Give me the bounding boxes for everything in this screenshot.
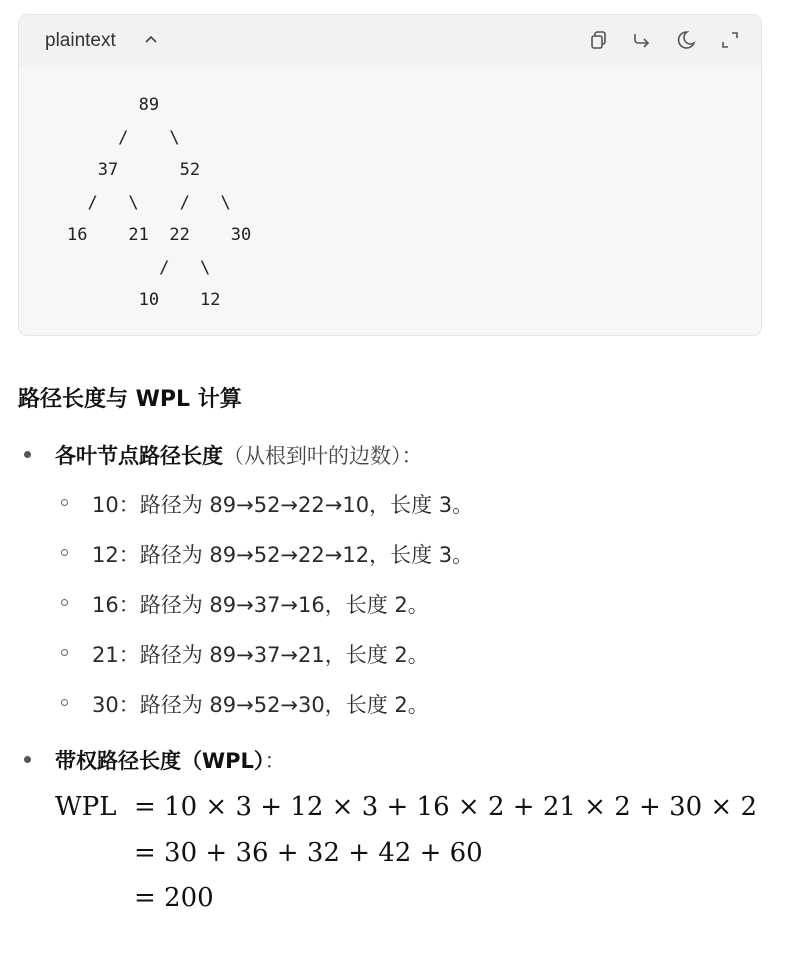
code-line: 89: [67, 95, 160, 115]
formula-line-1: = 10 × 3 + 12 × 3 + 16 × 2 + 21 × 2 + 30 × 2: [134, 792, 758, 822]
code-block: [18, 14, 762, 336]
wrap-icon[interactable]: [631, 29, 653, 51]
list-item: 16：路径为 89→37→16，长度 2。: [92, 593, 429, 617]
bullet-path-lengths: [55, 440, 423, 470]
code-header: [19, 15, 761, 67]
bullet-strong: 各叶节点路径长度: [55, 444, 223, 468]
list-item: 10：路径为 89→52→22→10，长度 3。: [92, 493, 474, 517]
code-line: 37 52: [67, 160, 201, 180]
code-line: 10 12: [67, 290, 221, 310]
formula-line-3: = 200: [134, 883, 214, 913]
formula-line-2: = 30 + 36 + 32 + 42 + 60: [134, 838, 483, 868]
expand-icon[interactable]: [719, 29, 741, 51]
bullet-dot: [24, 451, 31, 458]
list-item: 30：路径为 89→52→30，长度 2。: [92, 693, 429, 717]
list-item: 12：路径为 89→52→22→12，长度 3。: [92, 543, 474, 567]
sub-bullet-dot: [61, 699, 68, 706]
chevron-up-icon[interactable]: [143, 32, 159, 48]
bullet-strong: 带权路径长度（WPL）: [55, 749, 265, 773]
sub-bullet-dot: [61, 649, 68, 656]
sub-bullet-dot: [61, 549, 68, 556]
copy-icon[interactable]: [587, 29, 609, 51]
code-line: / \ / \: [67, 192, 231, 213]
theme-icon[interactable]: [675, 29, 697, 51]
section-title: 路径长度与 WPL 计算: [18, 387, 242, 412]
code-content: [67, 89, 251, 317]
formula-lhs: WPL: [55, 792, 117, 822]
bullet-muted: （从根到叶的边数）：: [223, 444, 423, 468]
sub-bullet-dot: [61, 499, 68, 506]
code-line: / \: [67, 257, 211, 278]
bullet-wpl: [55, 745, 285, 775]
language-label: plaintext: [45, 30, 116, 51]
sub-bullet-dot: [61, 599, 68, 606]
list-item: 21：路径为 89→37→21，长度 2。: [92, 643, 429, 667]
bullet-dot: [24, 756, 31, 763]
code-line: / \: [67, 127, 180, 148]
code-line: 16 21 22 30: [67, 225, 252, 245]
bullet-muted: ：: [264, 749, 286, 773]
